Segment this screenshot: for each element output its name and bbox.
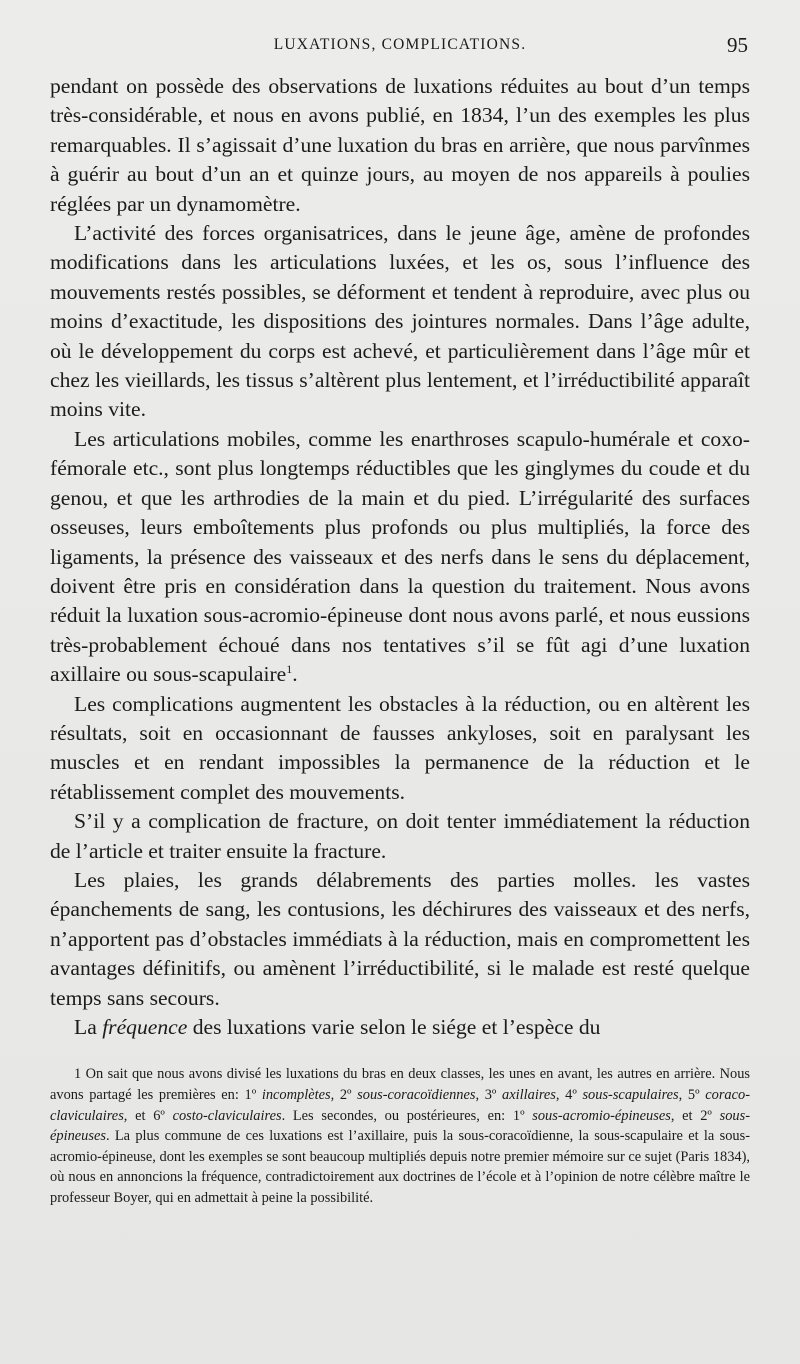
text-run: , 4º [555,1087,583,1103]
paragraph: Les articulations mobiles, comme les enarthroses scapulo-humérale et coxo-fémorale etc., sont plus longtemps réductibles que les ginglymes du coude et du genou, et que les arthrodies de la main et du pied. L’irrégularité des surfaces osseuses, leurs emboîtements plus profonds ou plus multipliés, la force des ligaments, la présence des vaisseaux et des nerfs dans le sens du déplacement, doivent être pris en considération dans la question du traitement. Nous avons réduit la luxation sous-acromio-épineuse dont nous avons parlé, et nous eussions très-probablement échoué dans nos tentatives s’il se fût agi d’une luxation axillaire ou sous-scapulaire$^1$. [50,426,750,687]
paragraph-text: Les articulations mobiles, comme les enarthroses scapulo-humérale et coxo-fémorale etc., sont plus longtemps réductibles que les ginglymes du coude et du genou, et que les arthrodies de la main et du pied. L’irrégularité des surfaces osseuses, leurs emboîtements plus profonds ou plus multipliés, la force des ligaments, la présence des vaisseaux et des nerfs dans le sens du déplacement, doivent être pris en considération dans la question du traitement. Nous avons réduit la luxation sous-acromio-épineuse dont nous avons parlé, et nous eussions très-probablement échoué dans nos tentatives s’il se fût agi d’une luxation axillaire ou sous-scapulaire [50,426,750,687]
paragraph: Les plaies, les grands délabrements des parties molles. les vastes épanchements de sang, les contusions, les déchirures des vaisseaux et des nerfs, n’apportent pas d’obstacles immédiats à la réduction, mais en compromettent les avantages définitifs, ou amènent l’irréductibilité, si le malade est resté quelque temps sans secours. [50,867,750,1010]
text-run: 1 On sait que nous avons divisé les luxations du bras en deux classes, les unes en avant, les autres en arrière. Nous avons partagé les premières en: 1º [50,1066,750,1103]
paragraph: pendant on possède des observations de luxations réduites au bout d’un temps très-considérable, et nous en avons publié, en 1834, l’un des exemples les plus remarquables. Il s’agissait d’une luxation du bras en arrière, que nous parvînmes à guérir au bout d’un an et quinze jours, au moyen de nos appareils à poulies réglées par un dynamomètre. [50,74,750,216]
text-run: , 5º [678,1087,706,1103]
text-run: , 2º [330,1087,358,1103]
text-run: , 3º [475,1087,503,1103]
text-run: , et 2º [670,1107,720,1124]
text-run: . La plus commune de ces luxations est l’axillaire, puis la sous-coracoïdienne, la sous-scapulaire et la sous-acromio-épineuse, dont les exemples se sont beaucoup multipliés depuis notre premier mémoire sur ce sujet (Paris 1834), où nous en annoncions la fréquence, contradictoirement aux doctrines de l’école et à l’opinion de notre célèbre maître le professeur Boyer, qui en admettait à peine la possibilité. [50,1128,750,1206]
emphasis: incomplètes [261,1087,331,1103]
text-run: . Les secondes, ou postérieures, en: 1º [281,1107,533,1124]
emphasis: sous-coracoïdiennes [357,1087,476,1103]
emphasis: axillaires [502,1087,556,1103]
page-header [50,33,750,66]
emphasis: sous-scapulaires [582,1087,679,1103]
emphasis: costo-claviculaires [172,1107,282,1124]
paragraph: S’il y a complication de fracture, on doit tenter immédiatement la réduction de l’article et traiter ensuite la fracture. [50,809,750,863]
text-run: La [74,1015,103,1039]
text-run: des luxations varie selon le siége et l’espèce du [187,1015,601,1039]
running-head: LUXATIONS, COMPLICATIONS. [273,36,527,53]
footnote-text [50,1064,750,1208]
emphasis: fréquence [102,1015,188,1039]
emphasis: sous-épineuses [50,1107,750,1145]
text-run: , et 6º [123,1107,173,1124]
body-text [50,72,750,1042]
emphasis: sous-acromio-épineuses [532,1107,671,1124]
footnote [50,1064,750,1208]
paragraph: Les complications augmentent les obstacles à la réduction, ou en altèrent les résultats, soit en occasionnant de fausses ankyloses, soit en paralysant les muscles et en rendant impossibles la permanence de la réduction et le rétablissement complet des mouvements. [50,691,750,804]
paragraph [50,1013,750,1042]
paragraph: L’activité des forces organisatrices, dans le jeune âge, amène de profondes modifications dans les articulations luxées, et les os, sous l’influence des mouvements restés possibles, se déforment et tendent à reproduire, avec plus ou moins d’exactitude, les dispositions des jointures normales. Dans l’âge adulte, où le développement du corps est achevé, et particulièrement dans l’âge mûr et chez les vieillards, les tissus s’altèrent plus lentement, et l’irréductibilité apparaît moins vite. [50,221,750,422]
page-number: 95 [727,33,748,57]
emphasis: coraco-claviculaires [50,1087,750,1124]
footnote-reference[interactable]: 1 [286,661,293,676]
